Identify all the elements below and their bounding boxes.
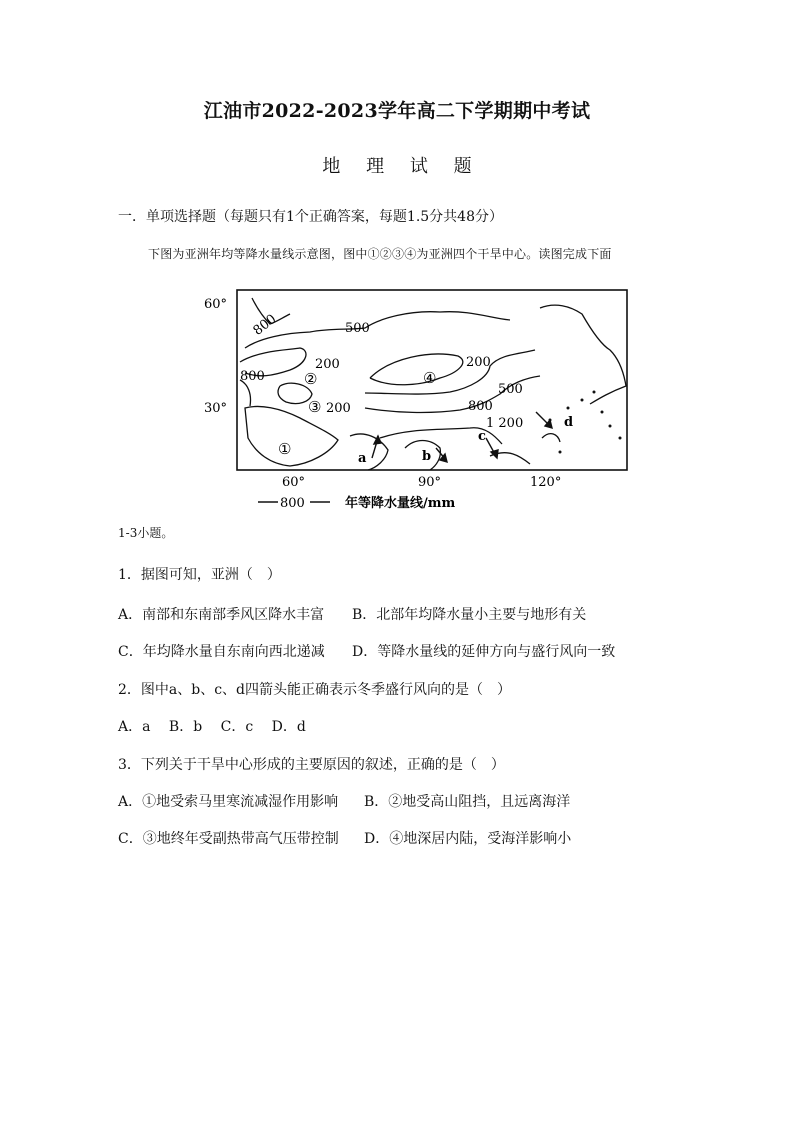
drought-center-1: ① (278, 440, 292, 458)
isohyet-label: 800 (468, 399, 493, 414)
section-heading: 一．单项选择题（每题只有1个正确答案，每题1.5分共48分） (118, 209, 503, 225)
question-3-option-d: D．④地深居内陆，受海洋影响小 (364, 831, 572, 847)
isohyet-label: 200 (466, 355, 491, 370)
drought-center-4: ④ (423, 369, 437, 387)
lat-label-60: 60° (204, 297, 228, 312)
legend-text: 年等降水量线/mm (345, 496, 456, 511)
arrow-label-b: b (422, 449, 432, 464)
question-2-options: A．a B．b C．c D．d (118, 719, 306, 735)
isohyet-label: 800 (250, 311, 280, 339)
arabia-outline (245, 406, 338, 466)
question-3-option-b: B．②地受高山阻挡，且远离海洋 (364, 794, 571, 810)
lon-label-120: 120° (530, 475, 562, 490)
asia-precipitation-map (190, 288, 650, 513)
lon-label-90: 90° (418, 475, 442, 490)
exam-title: 江油市2022-2023学年高二下学期期中考试 (203, 100, 591, 122)
question-1-option-c: C．年均降水量自东南向西北递减 (118, 644, 325, 660)
question-2-stem: 2．图中a、b、c、d四箭头能正确表示冬季盛行风向的是（ ） (118, 682, 512, 698)
isohyet-label: 800 (240, 369, 265, 384)
question-3-option-c: C．③地终年受副热带高气压带控制 (118, 831, 339, 847)
question-3-stem: 3．下列关于干旱中心形成的主要原因的叙述，正确的是（ ） (118, 757, 505, 773)
arrow-label-d: d (564, 415, 574, 430)
isohyet-label: 200 (315, 357, 340, 372)
isohyet-label: 500 (345, 321, 370, 336)
isohyet-200-east (370, 354, 463, 385)
isohyet-label: 1 200 (486, 416, 524, 431)
isohyet-label: 500 (498, 382, 523, 397)
lat-label-30: 30° (204, 401, 228, 416)
drought-center-2: ② (304, 370, 318, 388)
coast-southeast (490, 434, 560, 464)
question-intro-continued: 1-3小题。 (118, 526, 174, 540)
legend-value: 800 (280, 496, 305, 511)
question-1-option-a: A．南部和东南部季风区降水丰富 (118, 607, 325, 623)
question-1-option-b: B．北部年均降水量小主要与地形有关 (352, 607, 587, 623)
isohyet-label: 200 (326, 401, 351, 416)
question-1-stem: 1．据图可知，亚洲（ ） (118, 567, 281, 583)
lon-label-60: 60° (282, 475, 306, 490)
arrow-label-a: a (358, 451, 367, 466)
question-3-option-a: A．①地受索马里寒流减湿作用影响 (118, 794, 339, 810)
exam-subtitle: 地 理 试 题 (322, 156, 482, 177)
arrow-label-c: c (478, 429, 486, 444)
question-1-option-d: D．等降水量线的延伸方向与盛行风向一致 (352, 644, 616, 660)
coast-east (540, 305, 626, 404)
drought-center-3: ③ (308, 398, 322, 416)
question-intro: 下图为亚洲年均等降水量线示意图，图中①②③④为亚洲四个干旱中心。读图完成下面 (148, 247, 612, 261)
